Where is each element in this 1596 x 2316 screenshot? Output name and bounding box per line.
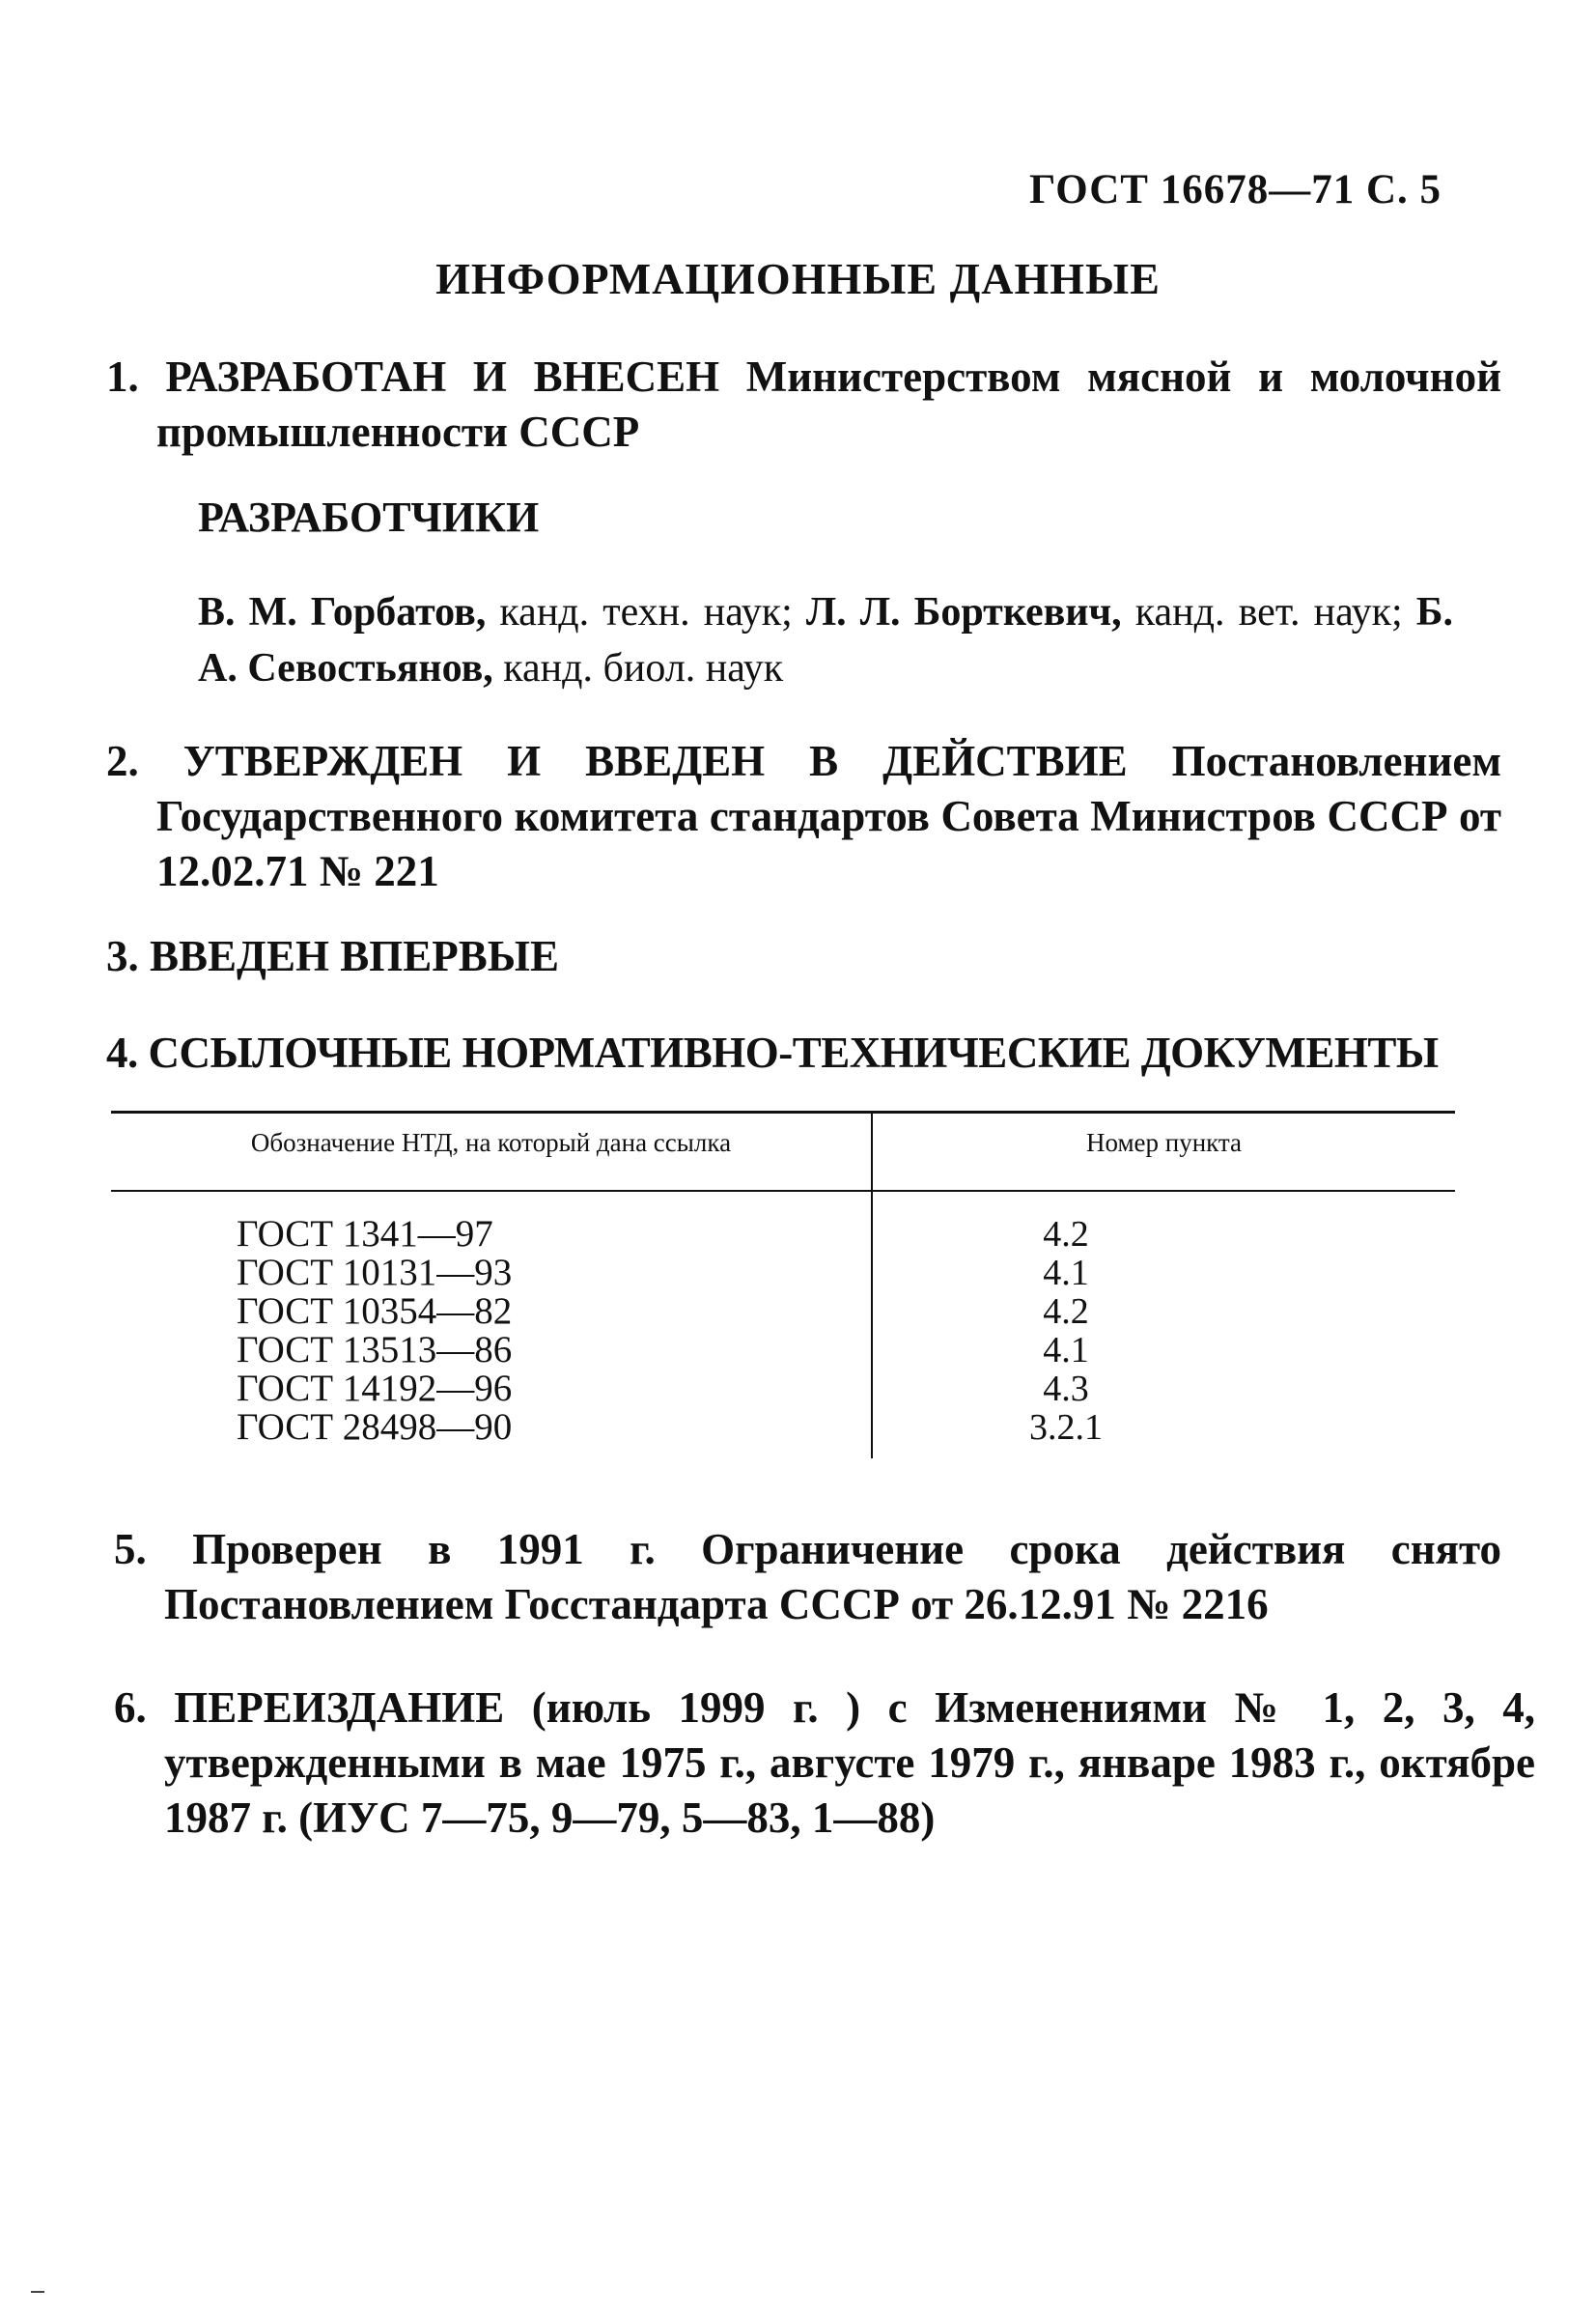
table-cell-document: ГОСТ 14192—96: [237, 1368, 513, 1409]
page-title: ИНФОРМАЦИОННЫЕ ДАННЫЕ: [435, 254, 1161, 303]
item-developed-by: [106, 350, 1501, 460]
item-number: 6.: [114, 1683, 147, 1732]
developer-name: Л. Л. Борткевич,: [805, 590, 1122, 635]
item-approved: [106, 734, 1501, 899]
developer-degree: канд. вет. наук;: [1134, 590, 1403, 635]
table-cell-document: ГОСТ 13513—86: [237, 1329, 513, 1370]
table-cell-clause: 4.3: [1043, 1369, 1089, 1409]
developer-name: В. М. Горбатов,: [198, 590, 487, 635]
item-text: ВВЕДЕН ВПЕРВЫЕ: [150, 932, 560, 980]
table-cell-clause: 4.1: [1043, 1253, 1089, 1293]
item-text: ССЫЛОЧНЫЕ НОРМАТИВНО-ТЕХНИЧЕСКИЕ ДОКУМЕНТЫ: [148, 1029, 1439, 1077]
developer-degree: канд. техн. наук;: [499, 590, 793, 635]
developer-degree: канд. биол. наук: [503, 646, 784, 691]
item-number: 5.: [114, 1525, 147, 1573]
table-column-clauses: [873, 1215, 1259, 1447]
table-top-border: [111, 1111, 1455, 1114]
item-number: 2.: [106, 737, 139, 785]
document-code: ГОСТ 16678—71 С. 5: [1028, 167, 1442, 212]
table-cell-document: ГОСТ 1341—97: [237, 1213, 493, 1255]
item-reissue: [114, 1681, 1535, 1846]
table-cell-clause: 4.1: [1043, 1330, 1089, 1370]
item-text: УТВЕРЖДЕН И ВВЕДЕН В ДЕЙСТВИЕ Постановлением Государственного комитета стандартов Совета Министров СССР от 12.02.71 № 221: [156, 737, 1501, 895]
item-number: 4.: [106, 1029, 138, 1077]
table-cell-clause: 4.2: [1043, 1214, 1089, 1255]
item-text: ПЕРЕИЗДАНИЕ (июль 1999 г. ) с Изменениями № 1, 2, 3, 4, утвержденными в мае 1975 г., августе 1979 г., январе 1983 г., октябре 1987 г. (ИУС 7—75, 9—79, 5—83, 1—88): [164, 1683, 1536, 1842]
developers-heading: РАЗРАБОТЧИКИ: [198, 494, 540, 541]
table-cell-clause: 3.2.1: [1029, 1407, 1103, 1448]
reference-table: [111, 1111, 1455, 1458]
table-header-document: Обозначение НТД, на который дана ссылка: [250, 1128, 732, 1157]
scan-mark: [31, 2291, 44, 2293]
table-header-border: [111, 1190, 1455, 1192]
item-text: Проверен в 1991 г. Ограничение срока действия снято Постановлением Госстандарта СССР от 26.12.91 № 2216: [164, 1525, 1502, 1628]
developers-list: [198, 584, 1453, 696]
item-number: 1.: [106, 353, 139, 401]
item-first-introduced: [106, 929, 1451, 984]
table-header-clause: Номер пункта: [1085, 1128, 1243, 1157]
table-column-documents: [237, 1215, 512, 1447]
table-cell-document: ГОСТ 28498—90: [237, 1406, 513, 1448]
item-text: РАЗРАБОТАН И ВНЕСЕН Министерством мясной и молочной промышленности СССР: [156, 353, 1502, 456]
table-cell-clause: 4.2: [1043, 1291, 1089, 1332]
item-number: 3.: [106, 932, 139, 980]
table-cell-document: ГОСТ 10131—93: [237, 1252, 513, 1293]
table-cell-document: ГОСТ 10354—82: [237, 1290, 513, 1332]
item-reference-documents: [106, 1026, 1477, 1081]
item-checked: [114, 1522, 1501, 1632]
developer-name: Б. А. Севостьянов,: [198, 590, 1454, 691]
